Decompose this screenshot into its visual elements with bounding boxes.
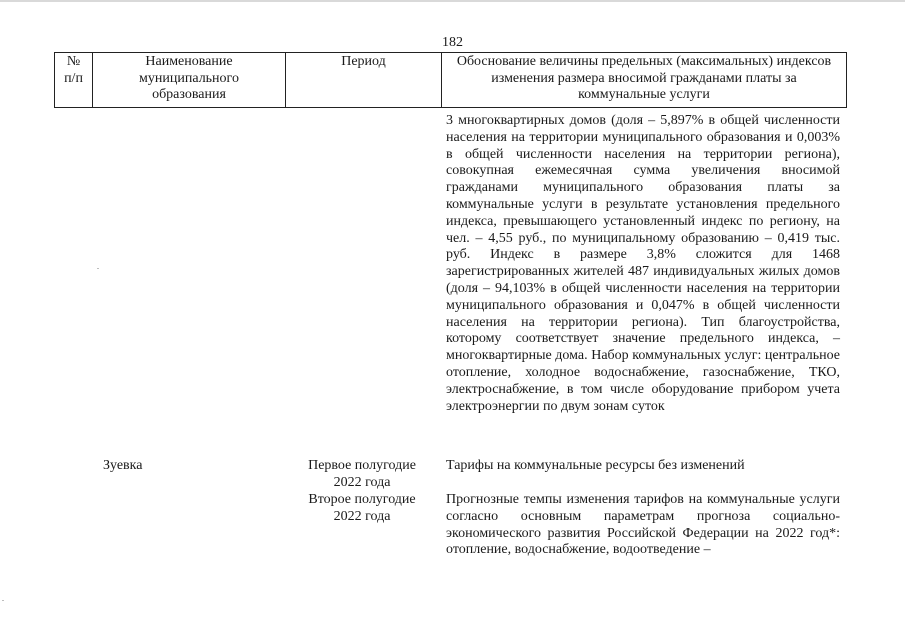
scan-speck xyxy=(2,600,4,601)
table-header xyxy=(54,52,847,108)
basis-continuation: 3 многоквартирных домов (доля – 5,897% в общей численности населения на территории муниципального образования и 0,003% в общей численности населения на территории региона), совокупная ежемесячная сумма увеличения вносимой гражданами муниципального образования платы за коммунальные услуги в результате установления предельного индекса, превышающего установленный индекс по региону, на чел. – 4,55 руб., по муниципальному образованию – 0,419 тыс. руб. Индекс в размере 3,8% сложится для 1468 зарегистрированных жителей 487 индивидуальных жилых домов (доля – 94,103% в общей численности населения на территории муниципального образования и 0,047% в общей численности населения на территории региона). Тип благоустройства, которому соответствует значение предельного индекса, – многоквартирные дома. Набор коммунальных услуг: центральное отопление, холодное водоснабжение, газоснабжение, ТКО, электроснабжение, в том числе оборудование прибором учета электроэнергии по двум зонам суток xyxy=(446,113,840,414)
basis-first-half: Тарифы на коммунальные ресурсы без изменений xyxy=(446,458,745,473)
header-period: Период xyxy=(286,53,442,108)
municipality-name: Зуевка xyxy=(103,458,143,473)
header-municipality: Наименование муниципального образования xyxy=(93,53,286,108)
period-first-half: Первое полугодие 2022 года xyxy=(308,458,416,490)
page-number: 182 xyxy=(442,35,463,50)
top-border-line xyxy=(0,0,905,2)
scan-speck xyxy=(97,268,99,269)
header-num: № п/п xyxy=(55,53,93,108)
header-basis: Обоснование величины предельных (максимальных) индексов изменения размера вносимой гражданами платы за коммунальные услуги xyxy=(442,53,847,108)
period-second-half: Второе полугодие 2022 года xyxy=(308,492,416,524)
basis-second-half: Прогнозные темпы изменения тарифов на коммунальные услуги согласно основным параметрам прогноза социально-экономического развития Российской Федерации на 2022 год*: отопление, водоснабжение, водоотведение – xyxy=(446,492,840,558)
